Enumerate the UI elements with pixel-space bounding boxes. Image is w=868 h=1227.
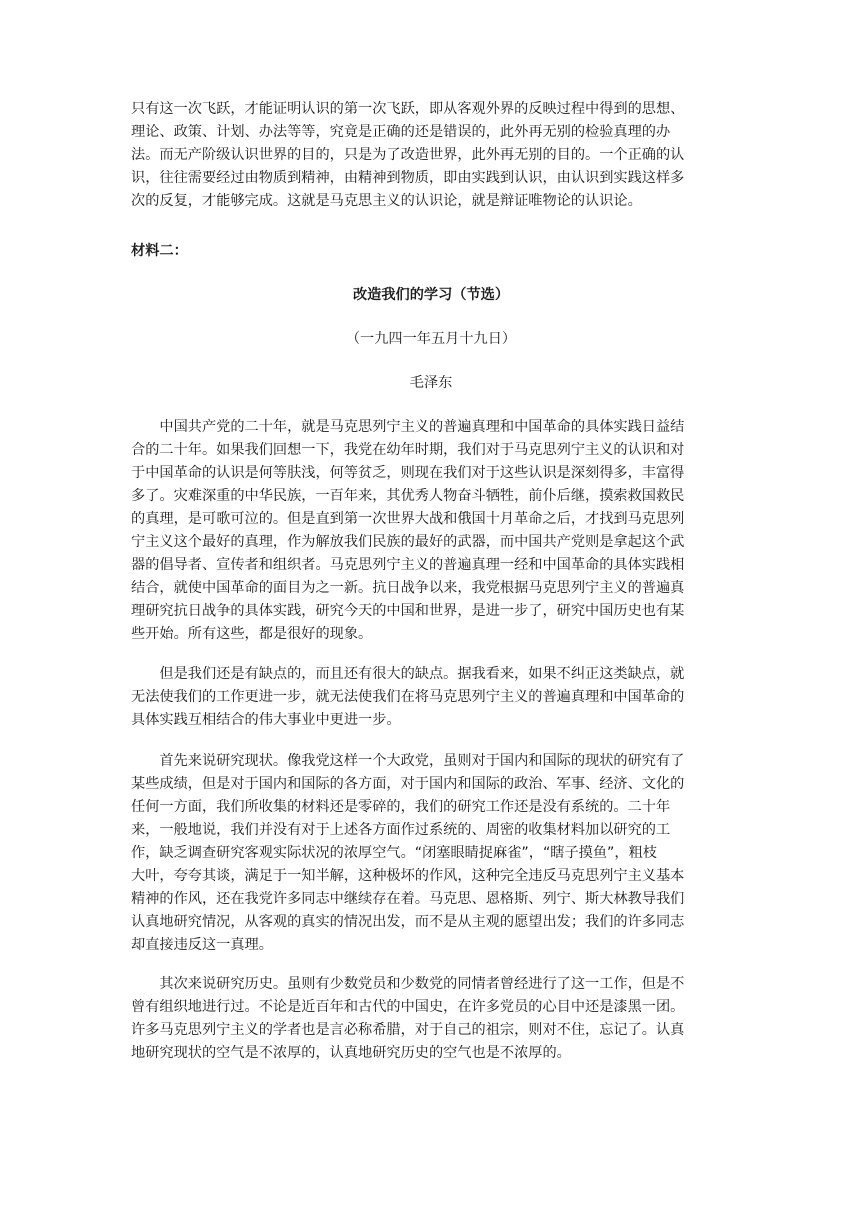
text-line: 合的二十年。如果我们回想一下，我党在幼年时期，我们对于马克思列宁主义的认识和对 — [131, 442, 685, 458]
paragraph-2 — [131, 663, 731, 732]
text-line: 但是我们还是有缺点的，而且还有很大的缺点。据我看来，如果不纠正这类缺点，就 — [131, 666, 685, 682]
text-line: 作，缺乏调查研究客观实际状况的浓厚空气。“闭塞眼睛捉麻雀”，“瞎子摸鱼”，粗枝 — [131, 845, 657, 861]
text-line: 器的倡导者、宣传者和组织者。马克思列宁主义的普遍真理一经和中国革命的具体实践相 — [131, 557, 685, 573]
text-line: 首先来说研究现状。像我党这样一个大政党，虽则对于国内和国际的现状的研究有了 — [131, 753, 685, 769]
text-line: 于中国革命的认识是何等肤浅，何等贫乏，则现在我们对于这些认识是深刻得多，丰富得 — [131, 465, 685, 481]
text-line: 某些成绩，但是对于国内和国际的各方面，对于国内和国际的政治、军事、经济、文化的 — [131, 776, 685, 792]
text-line: 其次来说研究历史。虽则有少数党员和少数党的同情者曾经进行了这一工作，但是不 — [131, 976, 685, 992]
text-line: 却直接违反这一真理。 — [131, 937, 273, 953]
material-label: 材料二： — [131, 243, 188, 259]
text-line: 任何一方面，我们所收集的材料还是零碎的，我们的研究工作还是没有系统的。二十年 — [131, 799, 671, 815]
text-line: 理论、政策、计划、办法等等，究竟是正确的还是错误的，此外再无别的检验真理的办 — [131, 124, 671, 140]
text-line: 中国共产党的二十年，就是马克思列宁主义的普遍真理和中国革命的具体实践日益结 — [131, 419, 685, 435]
paragraph-1 — [131, 416, 731, 646]
text-line: 大叶，夸夸其谈，满足于一知半解，这种极坏的作风，这种完全违反马克思列宁主义基本 — [131, 868, 685, 884]
text-line: 许多马克思列宁主义的学者也是言必称希腊，对于自己的祖宗，则对不住，忘记了。认真 — [131, 1022, 685, 1038]
text-line: 多了。灾难深重的中华民族，一百年来，其优秀人物奋斗牺牲，前仆后继，摸索救国救民 — [131, 488, 685, 504]
text-line: 理研究抗日战争的具体实践，研究今天的中国和世界，是进一步了，研究中国历史也有某 — [131, 603, 685, 619]
text-line: 法。而无产阶级认识世界的目的，只是为了改造世界，此外再无别的目的。一个正确的认 — [131, 147, 685, 163]
paragraph-4 — [131, 973, 731, 1065]
text-line: 曾有组织地进行过。不论是近百年和古代的中国史，在许多党员的心目中还是漆黑一团。 — [131, 999, 685, 1015]
text-line: 具体实践互相结合的伟大事业中更进一步。 — [131, 712, 401, 728]
text-line: 精神的作风，还在我党许多同志中继续存在着。马克思、恩格斯、列宁、斯大林教导我们 — [131, 891, 685, 907]
text-line: 结合，就使中国革命的面目为之一新。抗日战争以来，我党根据马克思列宁主义的普遍真 — [131, 580, 685, 596]
article-date: （一九四一年五月十九日） — [345, 331, 517, 347]
paragraph-3 — [131, 750, 731, 957]
text-line: 些开始。所有这些，都是很好的现象。 — [131, 626, 373, 642]
article-author: 毛泽东 — [409, 375, 453, 391]
text-line: 识，往往需要经过由物质到精神，由精神到物质，即由实践到认识，由认识到实践这样多 — [131, 170, 685, 186]
intro-paragraph — [131, 98, 731, 213]
text-line: 无法使我们的工作更进一步，就无法使我们在将马克思列宁主义的普遍真理和中国革命的 — [131, 689, 685, 705]
text-line: 的真理，是可歌可泣的。但是直到第一次世界大战和俄国十月革命之后，才找到马克思列 — [131, 511, 685, 527]
article-title: 改造我们的学习（节选） — [352, 287, 510, 303]
text-line: 宁主义这个最好的真理，作为解放我们民族的最好的武器，而中国共产党则是拿起这个武 — [131, 534, 685, 550]
text-line: 来，一般地说，我们并没有对于上述各方面作过系统的、周密的收集材料加以研究的工 — [131, 822, 671, 838]
text-line: 认真地研究情况，从客观的真实的情况出发，而不是从主观的愿望出发；我们的许多同志 — [131, 914, 685, 930]
text-line: 地研究现状的空气是不浓厚的，认真地研究历史的空气也是不浓厚的。 — [131, 1045, 571, 1061]
text-line: 只有这一次飞跃，才能证明认识的第一次飞跃，即从客观外界的反映过程中得到的思想、 — [131, 101, 685, 117]
text-line: 次的反复，才能够完成。这就是马克思主义的认识论，就是辩证唯物论的认识论。 — [131, 193, 642, 209]
